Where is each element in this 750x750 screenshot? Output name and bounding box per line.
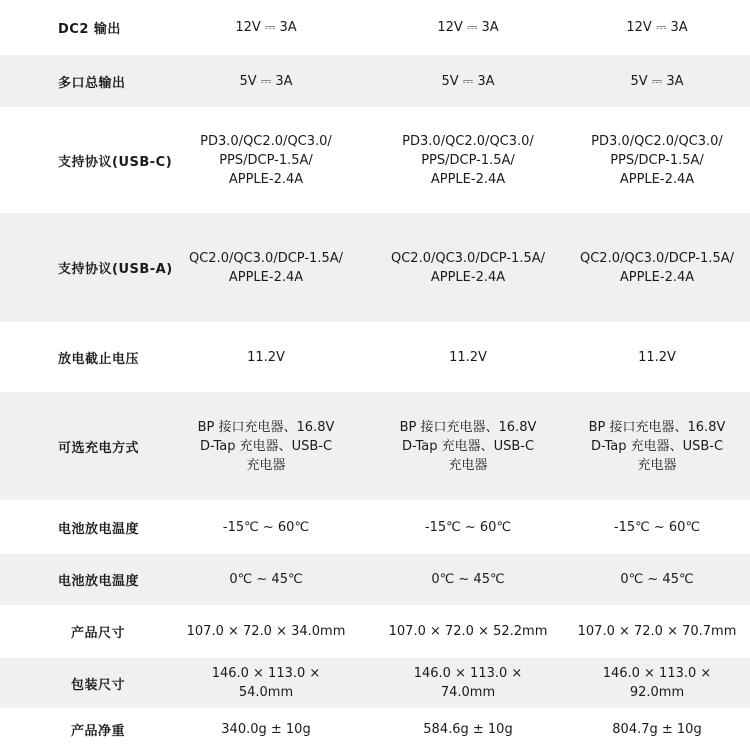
table-cell: QC2.0/QC3.0/DCP-1.5A/ APPLE-2.4A <box>579 250 734 285</box>
row-label: 产品净重 <box>70 723 125 739</box>
table-cell: 107.0 × 72.0 × 34.0mm <box>186 624 346 639</box>
row-label: 支持协议(USB-A) <box>58 262 173 277</box>
row-label: 支持协议(USB-C) <box>58 154 173 170</box>
table-cell: 5V ⎓ 3A <box>630 73 684 89</box>
table-row <box>0 708 750 750</box>
row-label: 多口总输出 <box>58 75 126 91</box>
row-label: 产品尺寸 <box>70 626 125 641</box>
table-cell: 0℃ ~ 45℃ <box>620 572 694 587</box>
table-cell: -15℃ ~ 60℃ <box>424 519 512 535</box>
row-label: 包装尺寸 <box>70 677 125 693</box>
table-cell: 146.0 × 113.0 × 74.0mm <box>413 666 523 700</box>
table-cell: 0℃ ~ 45℃ <box>229 572 303 587</box>
table-row <box>0 554 750 605</box>
table-cell: 584.6g ± 10g <box>423 721 513 737</box>
table-cell: 12V ⎓ 3A <box>626 20 688 35</box>
table-cell: 11.2V <box>449 349 487 365</box>
table-cell: 107.0 × 72.0 × 52.2mm <box>388 624 548 639</box>
table-cell: QC2.0/QC3.0/DCP-1.5A/ APPLE-2.4A <box>188 250 343 285</box>
table-row <box>0 605 750 658</box>
row-label: 电池放电温度 <box>58 574 140 589</box>
table-row <box>0 658 750 708</box>
table-cell: 146.0 × 113.0 × 92.0mm <box>602 666 712 700</box>
table-cell: BP 接口充电器、16.8V D-Tap 充电器、USB-C 充电器 <box>399 419 537 473</box>
table-cell: 12V ⎓ 3A <box>235 20 297 35</box>
table-cell: -15℃ ~ 60℃ <box>222 519 310 535</box>
table-row <box>0 322 750 392</box>
table-row <box>0 107 750 213</box>
table-cell: 107.0 × 72.0 × 70.7mm <box>577 624 737 639</box>
table-cell: 146.0 × 113.0 × 54.0mm <box>211 666 321 700</box>
table-row <box>0 213 750 322</box>
table-cell: PD3.0/QC2.0/QC3.0/ PPS/DCP-1.5A/ APPLE-2.4A <box>402 133 534 187</box>
table-cell: 11.2V <box>638 349 676 365</box>
table-cell: PD3.0/QC2.0/QC3.0/ PPS/DCP-1.5A/ APPLE-2.4A <box>591 133 723 187</box>
table-cell: 5V ⎓ 3A <box>441 73 495 89</box>
row-label: 放电截止电压 <box>58 351 140 367</box>
table-cell: 804.7g ± 10g <box>612 721 702 737</box>
table-cell: 340.0g ± 10g <box>221 721 311 737</box>
table-cell: BP 接口充电器、16.8V D-Tap 充电器、USB-C 充电器 <box>197 419 335 473</box>
table-cell: PD3.0/QC2.0/QC3.0/ PPS/DCP-1.5A/ APPLE-2.4A <box>200 133 332 187</box>
table-cell: -15℃ ~ 60℃ <box>613 519 701 535</box>
table-cell: QC2.0/QC3.0/DCP-1.5A/ APPLE-2.4A <box>390 250 545 285</box>
table-row <box>0 392 750 500</box>
table-cell: 0℃ ~ 45℃ <box>431 572 505 587</box>
table-cell: 12V ⎓ 3A <box>437 20 499 35</box>
row-label: 可选充电方式 <box>58 440 140 456</box>
row-label: DC2 输出 <box>58 22 121 37</box>
row-label: 电池放电温度 <box>58 521 140 537</box>
table-row <box>0 500 750 554</box>
table-row <box>0 55 750 107</box>
table-cell: BP 接口充电器、16.8V D-Tap 充电器、USB-C 充电器 <box>588 419 726 473</box>
table-cell: 5V ⎓ 3A <box>239 73 293 89</box>
table-cell: 11.2V <box>247 349 285 365</box>
table-row <box>0 0 750 55</box>
